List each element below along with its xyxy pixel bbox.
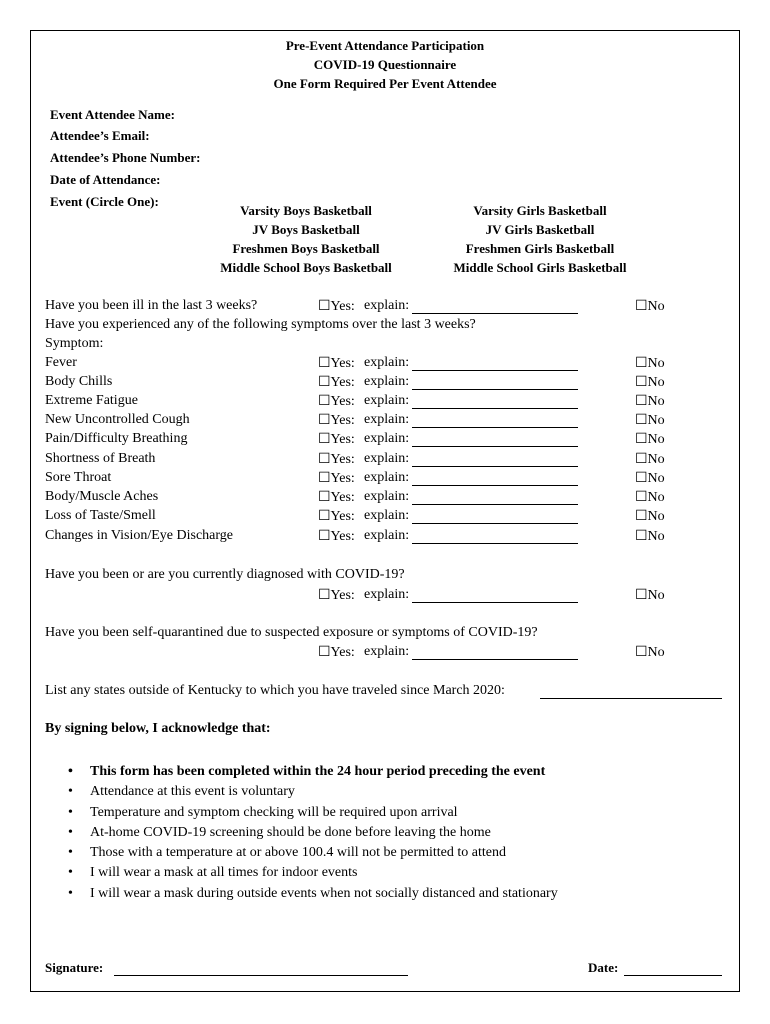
explain-field[interactable] [412, 531, 578, 549]
yes-checkbox[interactable]: ☐Yes: [318, 432, 355, 447]
no-checkbox[interactable]: ☐No [635, 432, 665, 447]
yes-checkbox[interactable]: ☐Yes: [318, 529, 355, 544]
symptom-label: Body Chills [45, 374, 113, 389]
explain-label: explain: [364, 355, 410, 370]
question-ill: Have you been ill in the last 3 weeks? [45, 298, 258, 313]
symptom-label: Extreme Fatigue [45, 393, 138, 408]
question-diagnosed: Have you been or are you currently diagnosed with COVID-19? [45, 567, 405, 582]
form-note: One Form Required Per Event Attendee [273, 76, 497, 91]
explain-field[interactable] [412, 358, 578, 376]
no-checkbox[interactable]: ☐No [635, 394, 665, 409]
yes-checkbox[interactable]: ☐Yes: [318, 509, 355, 524]
acknowledge-item: • At-home COVID-19 screening should be done before leaving the home [66, 823, 558, 843]
form-title: Pre-Event Attendance Participation [285, 38, 485, 53]
no-checkbox[interactable]: ☐No [635, 490, 665, 505]
no-checkbox[interactable]: ☐No [635, 375, 665, 390]
date-field[interactable] [624, 963, 722, 981]
attendee-email-label: Attendee’s Email: [50, 128, 150, 143]
explain-label: explain: [364, 412, 410, 427]
event-option[interactable]: Freshmen Boys Basketball [232, 241, 380, 256]
yes-checkbox[interactable]: ☐Yes: [318, 452, 355, 467]
question-symptoms: Have you experienced any of the following symptoms over the last 3 weeks? [45, 317, 476, 332]
no-checkbox[interactable]: ☐No [635, 529, 665, 544]
question-quarantined: Have you been self-quarantined due to suspected exposure or symptoms of COVID-19? [45, 625, 538, 640]
explain-field[interactable] [412, 396, 578, 414]
event-option[interactable]: Middle School Boys Basketball [220, 260, 392, 275]
signature-label: Signature: [45, 960, 104, 975]
yes-checkbox[interactable]: ☐Yes: [318, 471, 355, 486]
attendee-name-label: Event Attendee Name: [50, 107, 175, 122]
acknowledge-item: • Temperature and symptom checking will be required upon arrival [66, 803, 558, 823]
date-label: Date: [588, 960, 619, 975]
no-checkbox[interactable]: ☐No [635, 471, 665, 486]
no-checkbox[interactable]: ☐No [635, 588, 665, 603]
no-checkbox[interactable]: ☐No [635, 452, 665, 467]
yes-checkbox[interactable]: ☐Yes: [318, 588, 355, 603]
symptom-label: Loss of Taste/Smell [45, 508, 156, 523]
explain-label: explain: [364, 298, 410, 313]
symptom-label: Shortness of Breath [45, 451, 156, 466]
acknowledge-item: • This form has been completed within the 24 hour period preceding the event [66, 762, 558, 782]
explain-field[interactable] [412, 454, 578, 472]
event-option[interactable]: Varsity Boys Basketball [240, 203, 372, 218]
acknowledge-heading: By signing below, I acknowledge that: [45, 721, 271, 736]
explain-label: explain: [364, 587, 410, 602]
explain-label: explain: [364, 508, 410, 523]
acknowledge-item: • I will wear a mask during outside events when not socially distanced and stationary [66, 884, 558, 904]
acknowledge-item: • Attendance at this event is voluntary [66, 782, 558, 802]
acknowledge-item: • Those with a temperature at or above 100.4 will not be permitted to attend [66, 843, 558, 863]
explain-label: explain: [364, 470, 410, 485]
attendee-phone-label: Attendee’s Phone Number: [50, 150, 201, 165]
explain-label: explain: [364, 393, 410, 408]
explain-field[interactable] [412, 590, 578, 608]
symptom-label: Sore Throat [45, 470, 112, 485]
explain-field[interactable] [412, 434, 578, 452]
explain-field[interactable] [412, 647, 578, 665]
event-option[interactable]: JV Girls Basketball [485, 222, 595, 237]
explain-field[interactable] [412, 511, 578, 529]
explain-field[interactable] [412, 473, 578, 491]
yes-checkbox[interactable]: ☐Yes: [318, 375, 355, 390]
no-checkbox[interactable]: ☐No [635, 413, 665, 428]
event-option[interactable]: Varsity Girls Basketball [473, 203, 607, 218]
question-travel: List any states outside of Kentucky to which you have traveled since March 2020: [45, 683, 505, 698]
yes-checkbox[interactable]: ☐Yes: [318, 645, 355, 660]
explain-field[interactable] [412, 415, 578, 433]
event-option[interactable]: Freshmen Girls Basketball [465, 241, 615, 256]
explain-label: explain: [364, 374, 410, 389]
explain-label: explain: [364, 451, 410, 466]
symptom-label: Pain/Difficulty Breathing [45, 431, 188, 446]
symptom-heading: Symptom: [45, 336, 104, 351]
signature-field[interactable] [114, 963, 408, 981]
event-option[interactable]: Middle School Girls Basketball [453, 260, 627, 275]
no-checkbox[interactable]: ☐No [635, 299, 665, 314]
symptom-label: Fever [45, 355, 77, 370]
explain-label: explain: [364, 489, 410, 504]
acknowledge-item: • I will wear a mask at all times for indoor events [66, 863, 558, 883]
event-option[interactable]: JV Boys Basketball [252, 222, 360, 237]
travel-field[interactable] [540, 686, 722, 704]
no-checkbox[interactable]: ☐No [635, 356, 665, 371]
explain-field[interactable] [412, 377, 578, 395]
yes-checkbox[interactable]: ☐Yes: [318, 356, 355, 371]
explain-label: explain: [364, 644, 410, 659]
attendance-date-label: Date of Attendance: [50, 172, 161, 187]
no-checkbox[interactable]: ☐No [635, 645, 665, 660]
yes-checkbox[interactable]: ☐Yes: [318, 299, 355, 314]
symptom-label: Body/Muscle Aches [45, 489, 159, 504]
event-label: Event (Circle One): [50, 194, 159, 209]
form-subtitle: COVID-19 Questionnaire [313, 57, 457, 72]
explain-label: explain: [364, 528, 410, 543]
explain-field[interactable] [412, 492, 578, 510]
yes-checkbox[interactable]: ☐Yes: [318, 413, 355, 428]
acknowledge-list [66, 762, 558, 904]
symptom-label: New Uncontrolled Cough [45, 412, 190, 427]
yes-checkbox[interactable]: ☐Yes: [318, 394, 355, 409]
no-checkbox[interactable]: ☐No [635, 509, 665, 524]
yes-checkbox[interactable]: ☐Yes: [318, 490, 355, 505]
explain-label: explain: [364, 431, 410, 446]
symptom-label: Changes in Vision/Eye Discharge [45, 528, 234, 543]
